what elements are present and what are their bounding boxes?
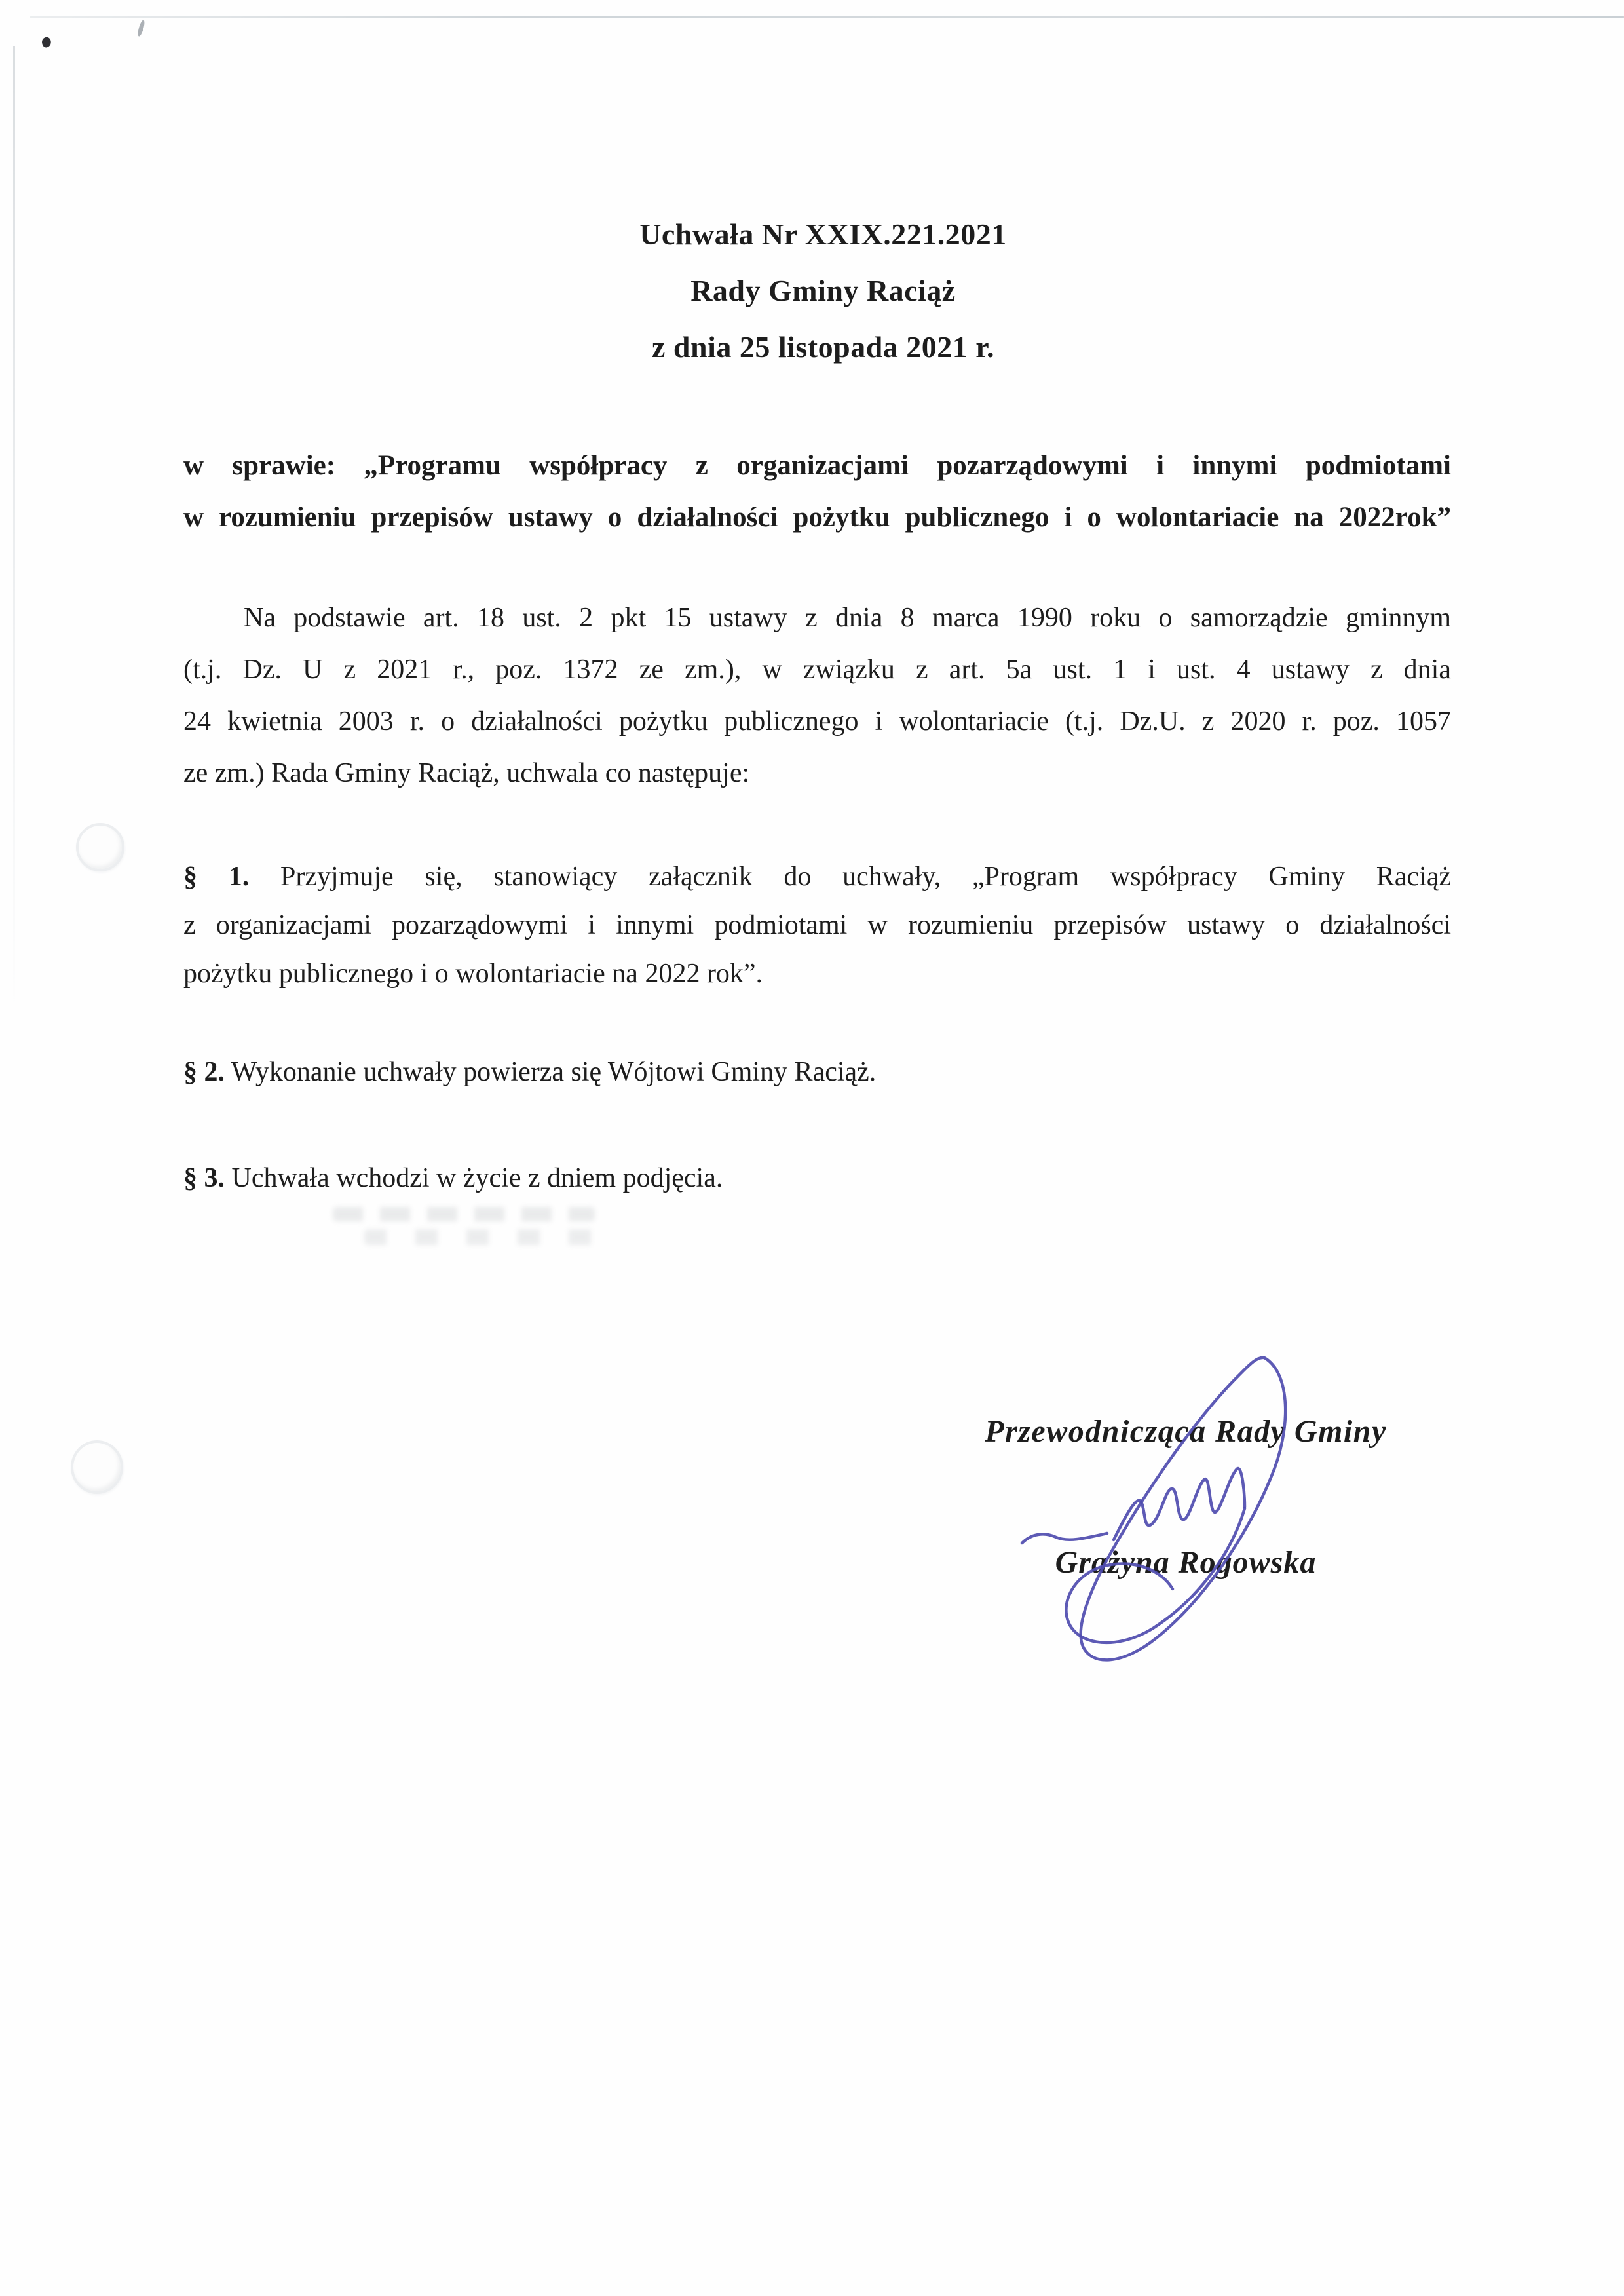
subject-line: w rozumieniu przepisów ustawy o działalności pożytku publicznego i o wolontariacie na 2022rok” [183, 502, 1451, 533]
signatory-name: Grażyna Rogowska [1055, 1545, 1317, 1580]
bleed-through-text-smudge [333, 1207, 595, 1221]
section-1-line [183, 852, 1451, 901]
section-3-paragraph [183, 1153, 1451, 1204]
subject-line: w sprawie: „Programu współpracy z organizacjami pozarządowymi i innymi podmiotami [183, 450, 1451, 481]
section-1-text: Przyjmuje się, stanowiący załącznik do uchwały, „Program współpracy Gminy Raciąż [280, 862, 1452, 892]
resolution-number: Uchwała Nr XXIX.221.2021 [639, 218, 1007, 251]
bleed-through-text-smudge [364, 1229, 620, 1245]
signature-stroke-letters [1114, 1468, 1245, 1540]
section-2-text: Wykonanie uchwały powierza się Wójtowi Gminy Raciąż. [231, 1057, 877, 1087]
section-1-line: pożytku publicznego i o wolontariacie na 2022 rok”. [183, 959, 763, 989]
section-2-marker: § 2. [183, 1057, 225, 1087]
document-body [183, 0, 1451, 1204]
punch-hole-bottom [71, 1440, 123, 1494]
signature-stroke-tail [1066, 1508, 1245, 1643]
dust-speck [41, 36, 53, 48]
preamble-line: 24 kwietnia 2003 r. o działalności pożytku publicznego i wolontariacie (t.j. Dz.U. z 2020 r. poz. 1057 [183, 706, 1451, 737]
preamble-line: (t.j. Dz. U z 2021 r., poz. 1372 ze zm.), w związku z art. 5a ust. 1 i ust. 4 ustawy z dnia [183, 655, 1451, 685]
dust-speck [137, 20, 146, 37]
document-title-block [195, 206, 1451, 375]
resolution-date: z dnia 25 listopada 2021 r. [651, 330, 994, 364]
signatory-role: Przewodnicząca Rady Gminy [985, 1414, 1387, 1449]
section-3-marker: § 3. [183, 1163, 225, 1193]
section-1-marker: § 1. [183, 862, 250, 892]
preamble-line: ze zm.) Rada Gminy Raciąż, uchwala co następuje: [183, 758, 750, 788]
subject-paragraph [183, 440, 1451, 543]
issuing-body: Rady Gminy Raciąż [690, 274, 956, 307]
section-1-paragraph [183, 852, 1451, 998]
section-1-line: z organizacjami pozarządowymi i innymi podmiotami w rozumieniu przepisów ustawy o działalności [183, 910, 1451, 940]
handwritten-signature [1015, 1337, 1297, 1664]
legal-basis-paragraph [183, 592, 1451, 799]
scan-left-edge-line [13, 46, 15, 1016]
signature-stroke-wave [1022, 1533, 1107, 1543]
section-3-text: Uchwała wchodzi w życie z dniem podjęcia. [231, 1163, 723, 1193]
signature-stroke-loop [1081, 1358, 1286, 1660]
preamble-line: Na podstawie art. 18 ust. 2 pkt 15 ustawy z dnia 8 marca 1990 roku o samorządzie gminnym [244, 603, 1451, 633]
punch-hole-top [76, 823, 124, 871]
section-2-paragraph [183, 1046, 1451, 1098]
